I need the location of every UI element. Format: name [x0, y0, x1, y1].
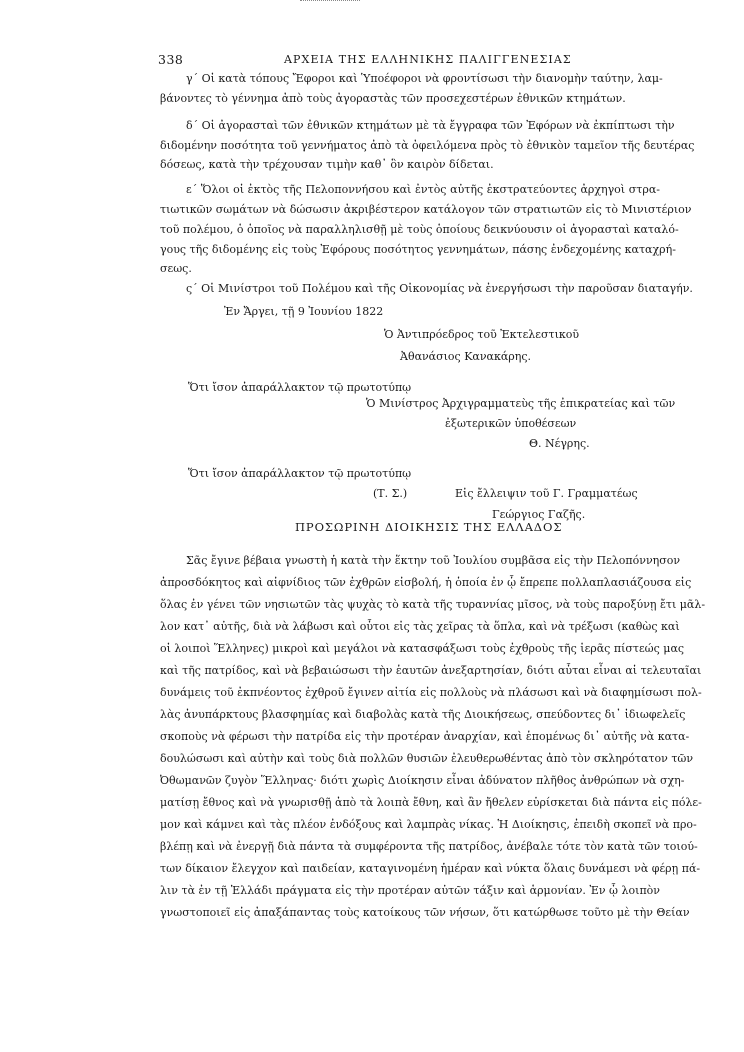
- date-line: Ἐν Ἄργει, τῇ 9 Ἰουνίου 1822: [224, 305, 384, 318]
- decree-line: γ΄ Οἱ κατὰ τόπους Ἔφοροι καὶ Ὑποέφοροι νὰ φροντίσωσι τὴν διανομὴν ταύτην, λαμ-: [186, 72, 663, 85]
- signature-title: ἐξωτερικῶν ὑποθέσεων: [445, 417, 577, 430]
- seal-mark: (Τ. Σ.): [373, 487, 408, 500]
- decree-line: δ΄ Οἱ ἀγορασταὶ τῶν ἐθνικῶν κτημάτων μὲ τὰ ἔγγραφα τῶν Ἐφόρων νὰ ἐκπίπτωσι τὴν: [186, 119, 675, 132]
- body-line: μον καὶ κάμνει καὶ τὰς πλέον ἐνδόξους καὶ λαμπρὰς νίκας. Ἡ Διοίκησις, ἐπειδὴ σκοπεῖ νὰ προ-: [160, 818, 697, 831]
- body-line: δουλώσωσι καὶ αὐτὴν καὶ τοὺς διὰ πολλῶν θυσιῶν ἐλευθερωθέντας ἀπὸ τὸν σκληρότατον τῶν: [160, 752, 694, 765]
- section-title: ΠΡΟΣΩΡΙΝΗ ΔΙΟΙΚΗΣΙΣ ΤΗΣ ΕΛΛΑΔΟΣ: [295, 520, 563, 534]
- body-line: ματίσῃ ἔθνος καὶ νὰ γνωρισθῇ ἀπὸ τὰ λοιπὰ ἔθνη, καὶ ἂν ἤθελεν εὑρίσκεται διὰ πάντα εἰς πόλε-: [160, 796, 702, 809]
- body-line: ὅλας ἐν γένει τῶν νησιωτῶν τὰς ψυχὰς τὸ κατὰ τῆς τυραννίας μῖσος, νὰ τοὺς παροξύνῃ ἔτι μᾶλ-: [160, 598, 706, 611]
- body-line: βλέπῃ καὶ νὰ ἐνεργῇ διὰ πάντα τὰ συμφέροντα τῆς πατρίδος, ἀνέβαλε τότε τὸν κατὰ τῶν τοιού-: [160, 840, 698, 853]
- copy-attestation: Ὅτι ἴσον ἀπαράλλακτον τῷ πρωτοτύπῳ: [188, 467, 412, 480]
- body-line: σκοποὺς νὰ φέρωσι τὴν πατρίδα εἰς τὴν προτέραν ἀναρχίαν, καὶ ἑπομένως δι᾽ αὐτῆς νὰ κατα-: [160, 730, 690, 743]
- body-line: οἱ λοιποὶ Ἕλληνες) μικροὶ καὶ μεγάλοι νὰ κατασφάξωσι τοὺς ἐχθροὺς τῆς ἱερᾶς πίστεώς μας: [160, 642, 685, 655]
- signature-name: Γεώργιος Γαζῆς.: [492, 508, 586, 521]
- body-line: Σᾶς ἔγινε βέβαια γνωστὴ ἡ κατὰ τὴν ἕκτην τοῦ Ἰουλίου συμβᾶσα εἰς τὴν Πελοπόννησον: [186, 554, 681, 567]
- body-line: των δίκαιον ἔλεγχον καὶ παιδείαν, καταγινομένη ἡμέραν καὶ νύκτα ὅλαις δυνάμεσι νὰ φέρῃ πά-: [160, 862, 701, 875]
- body-line: ἀπροσδόκητος καὶ αἰφνίδιος τῶν ἐχθρῶν εἰσβολή, ἡ ὁποία ἐν ᾧ ἔπρεπε πολλαπλασιάζουσα εἰς: [160, 576, 692, 589]
- body-line: λὰς ἀνυπάρκτους βλασφημίας καὶ διαβολὰς κατὰ τῆς Διοικήσεως, σπεύδοντες δι᾽ ἰδιωφελεῖς: [160, 708, 686, 721]
- scan-mark: [300, 0, 360, 7]
- decree-line: βάνοντες τὸ γέννημα ἀπὸ τοὺς ἀγοραστὰς τῶν προσεχεστέρων ἐθνικῶν κτημάτων.: [160, 92, 626, 105]
- decree-line: δόσεως, κατὰ τὴν τρέχουσαν τιμὴν καθ᾽ ὃν καιρὸν δίδεται.: [160, 158, 494, 171]
- copy-attestation: Ὅτι ἴσον ἀπαράλλακτον τῷ πρωτοτύπῳ: [188, 381, 412, 394]
- signature-title: Εἰς ἔλλειψιν τοῦ Γ. Γραμματέως: [455, 487, 638, 500]
- signature-title: Ὁ Ἀντιπρόεδρος τοῦ Ἐκτελεστικοῦ: [384, 328, 580, 341]
- decree-line: ς΄ Οἱ Μινίστροι τοῦ Πολέμου καὶ τῆς Οἰκονομίας νὰ ἐνεργήσωσι τὴν παροῦσαν διαταγήν.: [186, 282, 693, 295]
- decree-line: τοῦ πολέμου, ὁ ὁποῖος νὰ παραλληλισθῇ μὲ τοὺς ὁποίους δεικνύουσιν οἱ ἀγορασταὶ καταλό-: [160, 223, 679, 236]
- body-line: λον κατ᾽ αὐτῆς, διὰ νὰ λάβωσι καὶ οὗτοι εἰς τὰς χεῖρας τὰ ὅπλα, καὶ νὰ τρέξωσι (καθὼς καὶ: [160, 620, 680, 633]
- signature-name: Θ. Νέγρης.: [529, 437, 590, 450]
- body-line: δυνάμεις τοῦ ἐκπνέοντος ἐχθροῦ ἔγινεν αἰτία εἰς πολλοὺς νὰ πλάσωσι καὶ νὰ διαφημίσωσι πολ-: [160, 686, 702, 699]
- page-number: 338: [158, 52, 184, 67]
- signature-title: Ὁ Μινίστρος Ἀρχιγραμματεὺς τῆς ἐπικρατείας καὶ τῶν: [366, 397, 676, 410]
- decree-line: σεως.: [160, 262, 192, 275]
- body-line: γνωστοποιεῖ εἰς ἀπαξάπαντας τοὺς κατοίκους τῶν νήσων, ὅτι κατώρθωσε τοῦτο μὲ τὴν Θείαν: [160, 906, 690, 919]
- body-line: καὶ τῆς πατρίδος, καὶ νὰ βεβαιώσωσι τὴν ἑαυτῶν ἀνεξαρτησίαν, διότι αὗται εἶναι αἱ τελευταῖαι: [160, 664, 702, 677]
- decree-line: γους τῆς διδομένης εἰς τοὺς Ἐφόρους ποσότητος γεννημάτων, πάσης ἐνδεχομένης καταχρή-: [160, 243, 676, 256]
- decree-line: τιωτικῶν σωμάτων νὰ δώσωσιν ἀκριβέστερον κατάλογον τῶν στρατιωτῶν εἰς τὸ Μινιστέριον: [160, 203, 692, 216]
- decree-line: διδομένην ποσότητα τοῦ γεννήματος ἀπὸ τὰ ὀφειλόμενα πρὸς τὸ ἐθνικὸν ταμεῖον τῆς δευτέρας: [160, 139, 695, 152]
- running-title: ΑΡΧΕΙΑ ΤΗΣ ΕΛΛΗΝΙΚΗΣ ΠΑΛΙΓΓΕΝΕΣΙΑΣ: [284, 53, 572, 66]
- signature-name: Ἀθανάσιος Κανακάρης.: [400, 350, 531, 363]
- body-line: Ὀθωμανῶν ζυγὸν Ἕλληνας· διότι χωρὶς Διοίκησιν εἶναι ἀδύνατον πλῆθος ἀνθρώπων νὰ σχη-: [160, 774, 685, 787]
- decree-line: ε΄ Ὅλοι οἱ ἐκτὸς τῆς Πελοποννήσου καὶ ἐντὸς αὐτῆς ἐκστρατεύοντες ἀρχηγοὶ στρα-: [186, 183, 660, 196]
- body-line: λιν τὰ ἐν τῇ Ἑλλάδι πράγματα εἰς τὴν προτέραν αὐτῶν τάξιν καὶ ἁρμονίαν. Ἐν ᾧ λοιπὸν: [160, 884, 660, 897]
